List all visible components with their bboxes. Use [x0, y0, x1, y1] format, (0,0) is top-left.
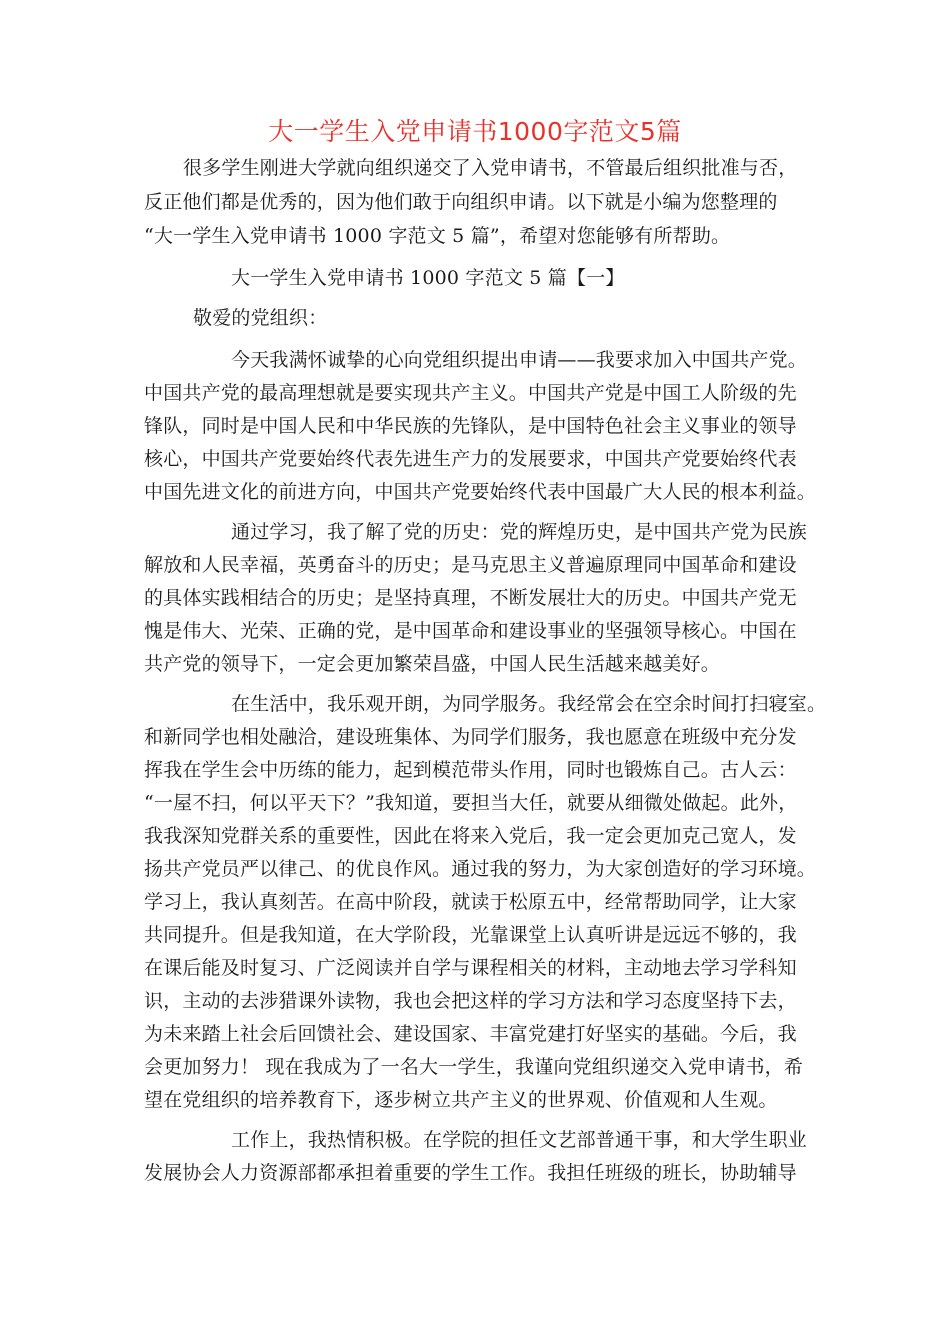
body-line: 的具体实践相结合的历史；是坚持真理，不断发展壮大的历史。中国共产党无 [144, 587, 797, 609]
body-line: “一屋不扫，何以平天下？”我知道，要担当大任，就要从细微处做起。此外， [144, 792, 798, 814]
body-line: 学习上，我认真刻苦。在高中阶段，就读于松原五中，经常帮助同学，让大家 [144, 891, 797, 913]
body-line: 中国共产党的最高理想就是要实现共产主义。中国共产党是中国工人阶级的先 [144, 382, 797, 404]
body-line: 在课后能及时复习、广泛阅读并自学与课程相关的材料，主动地去学习学科知 [144, 957, 797, 979]
body-line: 愧是伟大、光荣、正确的党，是中国革命和建设事业的坚强领导核心。中国在 [144, 620, 797, 642]
section-heading: 大一学生入党申请书 1000 字范文 5 篇【一】 [231, 267, 625, 289]
body-line: 工作上，我热情积极。在学院的担任文艺部普通干事，和大学生职业 [231, 1129, 808, 1151]
intro-line: 很多学生刚进大学就向组织递交了入党申请书，不管最后组织批准与否， [183, 157, 798, 179]
body-line: 锋队，同时是中国人民和中华民族的先锋队，是中国特色社会主义事业的领导 [144, 415, 797, 437]
body-line: 我我深知党群关系的重要性，因此在将来入党后，我一定会更加克己宽人，发 [144, 825, 797, 847]
body-line: 共产党的领导下，一定会更加繁荣昌盛，中国人民生活越来越美好。 [144, 653, 721, 675]
body-line: 中国先进文化的前进方向，中国共产党要始终代表中国最广大人民的根本利益。 [144, 481, 817, 503]
body-line: 挥我在学生会中历练的能力，起到模范带头作用，同时也锻炼自己。古人云： [144, 759, 797, 781]
body-line: 和新同学也相处融洽，建设班集体、为同学们服务，我也愿意在班级中充分发 [144, 726, 797, 748]
body-line: 会更加努力！ 现在我成为了一名大一学生，我谨向党组织递交入党申请书，希 [144, 1056, 804, 1078]
body-line: 通过学习，我了解了党的历史：党的辉煌历史，是中国共产党为民族 [231, 521, 808, 543]
body-line: 共同提升。但是我知道，在大学阶段，光靠课堂上认真听讲是远远不够的，我 [144, 924, 797, 946]
body-line: 发展协会人力资源部都承担着重要的学生工作。我担任班级的班长，协助辅导 [144, 1162, 797, 1184]
body-line: 在生活中，我乐观开朗，为同学服务。我经常会在空余时间打扫寝室。 [231, 693, 827, 715]
body-line: 望在党组织的培养教育下，逐步树立共产主义的世界观、价值观和人生观。 [144, 1089, 778, 1111]
body-line: 扬共产党员严以律己、的优良作风。通过我的努力，为大家创造好的学习环境。 [144, 858, 817, 880]
intro-line: 反正他们都是优秀的，因为他们敢于向组织申请。以下就是小编为您整理的 [144, 191, 778, 213]
intro-line: “大一学生入党申请书 1000 字范文 5 篇”，希望对您能够有所帮助。 [144, 225, 731, 247]
body-line: 识，主动的去涉猎课外读物，我也会把这样的学习方法和学习态度坚持下去， [144, 990, 797, 1012]
body-line: 今天我满怀诚挚的心向党组织提出申请——我要求加入中国共产党。 [231, 349, 808, 371]
body-line: 为未来踏上社会后回馈社会、建设国家、丰富党建打好坚实的基础。今后，我 [144, 1023, 797, 1045]
body-line: 核心，中国共产党要始终代表先进生产力的发展要求，中国共产党要始终代表 [144, 448, 797, 470]
salutation: 敬爱的党组织： [193, 307, 328, 329]
body-line: 解放和人民幸福，英勇奋斗的历史；是马克思主义普遍原理同中国革命和建设 [144, 554, 797, 576]
document-title: 大一学生入党申请书1000字范文5篇 [268, 117, 682, 146]
